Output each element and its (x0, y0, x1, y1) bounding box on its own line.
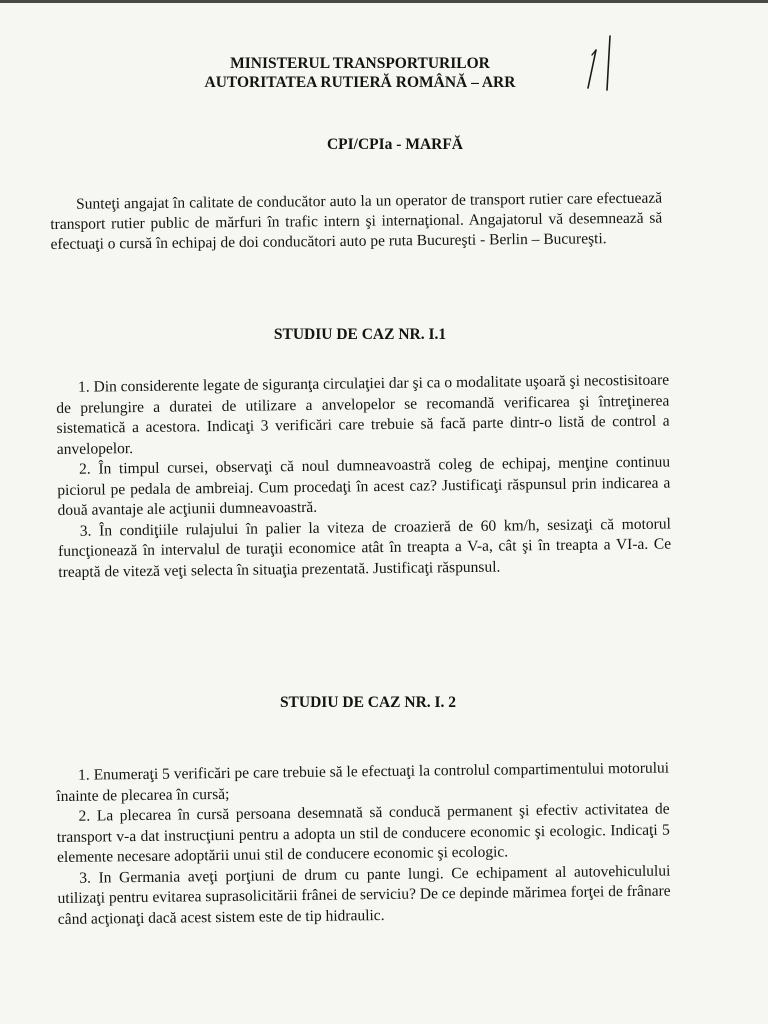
authority-name: AUTORITATEA RUTIERĂ ROMÂNĂ – ARR (204, 74, 516, 91)
question-item: 1. Enumeraţi 5 verificări pe care trebuie să le efectuaţi la controlul compartimentului motorului înainte de plecarea în cursă; (56, 759, 670, 805)
case-study-2-title: STUDIU DE CAZ NR. I. 2 (279, 694, 457, 711)
question-item: 2. În timpul cursei, observaţi că noul dumneavoastră coleg de echipaj, menţine continuu piciorul pe pedala de ambreiaj. Cum procedaţi în acest caz? Justificaţi răspunsul prin indicarea a două avantaje ale acţiunii dumneavoastră. (57, 453, 671, 519)
case-study-1-questions (56, 371, 671, 583)
handwritten-page-number (580, 32, 620, 92)
ministry-name: MINISTERUL TRANSPORTURILOR (230, 55, 490, 72)
document-title: CPI/CPIa - MARFĂ (326, 136, 464, 153)
scan-edge (0, 0, 768, 3)
document-header (150, 54, 570, 92)
question-item: 3. In Germania aveţi porţiuni de drum cu pante lungi. Ce echipament al autovehiculului utilizaţi pentru evitarea suprasolicitării frânei de serviciu? De ce depinde mărimea forţei de frânare când acţionaţi dacă acest sistem este de tip hidraulic. (57, 862, 671, 928)
case-study-2-questions (56, 759, 671, 930)
case-study-1-title: STUDIU DE CAZ NR. I.1 (273, 326, 447, 343)
question-item: 1. Din considerente legate de siguranţa circulaţiei dar şi ca o modalitate uşoară şi necostisitoare de prelungire a duratei de utilizare a anvelopelor se recomandă verificarea şi întreţinerea sistematică a acestora. Indicaţi 3 verificări care trebuie să facă parte dintr-o listă de control a anvelopelor. (56, 371, 670, 458)
question-item: 2. La plecarea în cursă persoana desemnată să conducă permanent şi efectiv activitatea de transport v-a dat instrucţiuni pentru a adopta un stil de conducere economic şi ecologic. Indicaţi 5 elemente necesare adoptării unui stil de conducere economic şi ecologic. (56, 800, 670, 866)
intro-paragraph: Sunteţi angajat în calitate de conducător auto la un operator de transport rutier care efectuează transport rutier public de mărfuri în trafic intern şi internaţional. Angajatorul vă desemnează să efectuaţi o cursă în echipaj de doi conducători auto pe ruta Bucureşti - Berlin – Bucureşti. (50, 189, 663, 253)
question-item: 3. În condiţiile rulajului în palier la viteza de croazieră de 60 km/h, sesizaţi că motorul funcţionează în intervalul de turaţii economice atât în treapta a V-a, cât şi în treapta a VI-a. Ce treaptă de viteză veţi selecta în situaţia prezentată. Justificaţi răspunsul. (58, 515, 672, 581)
